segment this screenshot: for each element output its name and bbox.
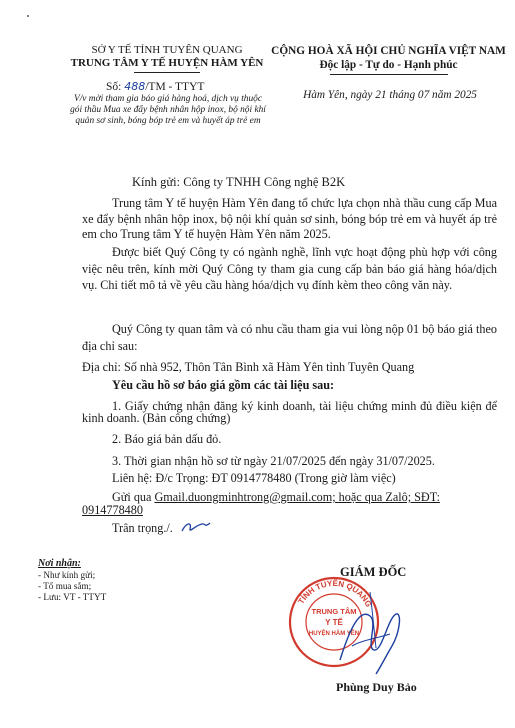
email-link[interactable]: Gmail.duongminhtrong@gmail.com; hoặc qua Zalô; SĐT:: [154, 490, 440, 504]
paragraph-submit: Quý Công ty quan tâm và có nhu cầu tham gia vui lòng nộp 01 bộ báo giá theo địa chỉ sau:: [82, 322, 497, 353]
stamp-inner-line: HUYỆN HÀM YÊN: [308, 631, 360, 637]
recipient-item: - Tổ mua sắm;: [38, 581, 92, 591]
subject-line: V/v mời tham gia báo giá hàng hoá, dịch vụ thuộc: [73, 94, 263, 104]
address-line: Địa chỉ: Số nhà 952, Thôn Tân Bình xã Hàm Yên tỉnh Tuyên Quang: [82, 360, 415, 374]
recipient-item: - Lưu: VT - TTYT: [38, 592, 107, 602]
paragraph-intro: Trung tâm Y tế huyện Hàm Yên đang tổ chức lựa chọn nhà thầu cung cấp Mua xe đẩy bệnh nhân hộp inox, bộ nội khí quản sơ sinh, bóng bóp trẻ em và huyết áp trẻ em cho Trung tâm Y tế huyện Hàm Yên năm 2025.: [82, 196, 497, 241]
stamp-ring-text: TỈNH TUYÊN QUANG: [296, 578, 374, 609]
signature-title: GIÁM ĐỐC: [340, 565, 407, 579]
recipient-item: - Như kính gửi;: [38, 570, 96, 580]
stamp-inner-line: Y TẾ: [325, 618, 343, 627]
signer-name: Phùng Duy Bảo: [336, 680, 417, 694]
closing-text: Trân trọng./.: [112, 521, 173, 535]
item-2: 2. Báo giá bản dấu đỏ.: [112, 432, 222, 446]
subject-line: gói thầu Mua xe đẩy bệnh nhân hộp inox, bộ nội khí: [70, 105, 266, 115]
initials-scribble: [180, 519, 212, 535]
recipients-title: Nơi nhận:: [38, 558, 81, 569]
ministry-name: SỞ Y TẾ TỈNH TUYÊN QUANG: [91, 44, 243, 56]
closing-line: [112, 521, 173, 536]
motto: Độc lập - Tự do - Hạnh phúc: [319, 59, 458, 71]
doc-subject: [50, 94, 286, 127]
header-left-underline: [134, 72, 200, 73]
place-date: Hàm Yên, ngày 21 tháng 07 năm 2025: [303, 89, 477, 101]
stamp-inner-line: TRUNG TÂM: [311, 607, 357, 616]
motto-underline: [330, 74, 448, 75]
handwritten-signature: [330, 588, 410, 678]
speck-mark: [27, 15, 29, 17]
paragraph-invite: Được biết Quý Công ty có ngành nghề, lĩnh vực hoạt động phù hợp với công việc nêu trên, kính mời Quý Công ty tham gia cung cấp bản báo giá hàng hóa/dịch vụ. Chi tiết mô tả về yêu cầu hàng hóa/dịch vụ đính kèm theo công văn này.: [82, 245, 497, 292]
send-via-line: [112, 490, 502, 505]
header-left: [62, 44, 272, 70]
doc-no-handwritten: 488: [124, 80, 146, 93]
doc-no-prefix: Số:: [106, 81, 122, 93]
recipient-line: Kính gửi: Công ty TNHH Công nghệ B2K: [132, 175, 346, 189]
requirements-title: Yêu cầu hồ sơ báo giá gồm các tài liệu sau:: [112, 378, 335, 392]
item-1: 1. Giấy chứng nhận đăng ký kinh doanh, tài liệu chứng minh đủ điều kiện để kinh doanh. (Bản công chứng): [82, 399, 497, 425]
contact-line: Liên hệ: Đ/c Trọng: ĐT 0914778480 (Trong giờ làm việc): [112, 471, 396, 485]
phone-number[interactable]: 0914778480: [82, 503, 143, 517]
item-3: 3. Thời gian nhận hồ sơ từ ngày 21/07/2025 đến ngày 31/07/2025.: [112, 454, 435, 468]
subject-line: quản sơ sinh, bóng bóp trẻ em và huyết áp trẻ em: [75, 116, 261, 126]
center-name: TRUNG TÂM Y TẾ HUYỆN HÀM YÊN: [70, 57, 264, 69]
doc-no-suffix: /TM - TTYT: [145, 81, 205, 93]
send-via-prefix: Gửi qua: [112, 490, 155, 504]
recipients-block: [38, 558, 106, 603]
doc-number: [106, 80, 204, 93]
header-right: [266, 44, 511, 72]
country-name: CỘNG HOÀ XÃ HỘI CHỦ NGHĨA VIỆT NAM: [271, 45, 506, 57]
